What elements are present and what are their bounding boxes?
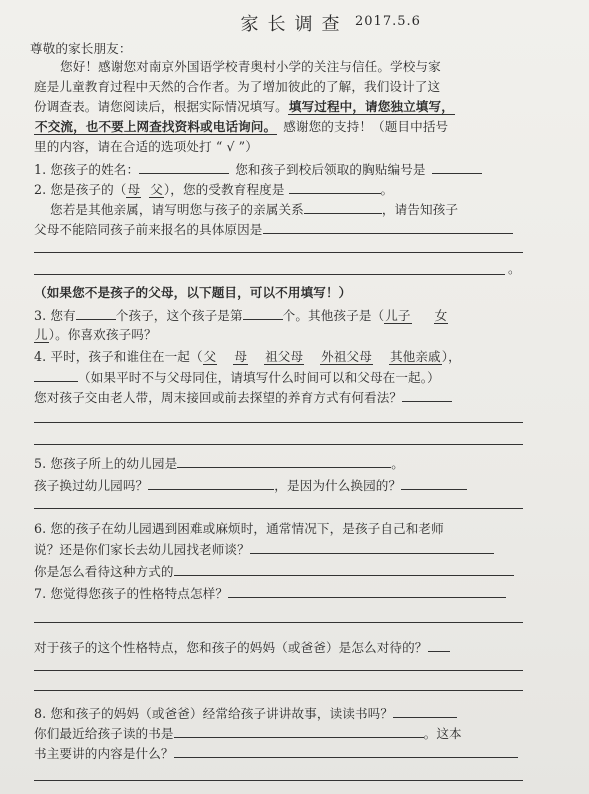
book-title-field[interactable]: [174, 724, 424, 738]
q2-relation-label: 您若是其他亲属，请写明您与孩子的亲属关系: [50, 202, 304, 217]
education-field[interactable]: [289, 180, 381, 194]
q4-line-2: [34, 368, 440, 386]
q8-line-1: [34, 704, 457, 722]
q4-label: 4. 平时，孩子和谁住在一起（: [34, 349, 203, 364]
q6-line-3: [34, 562, 514, 580]
q5-change-label: 孩子换过幼儿园吗？: [34, 478, 149, 493]
q4: [34, 348, 461, 365]
q8-line-3: [34, 744, 518, 762]
answer-line[interactable]: [34, 622, 523, 623]
page-title: 家长调查: [240, 14, 349, 35]
option-father[interactable]: 父: [150, 182, 163, 197]
intro-line-4: [34, 118, 448, 135]
option-other-relatives[interactable]: 其他亲戚: [389, 349, 441, 364]
option-daughter-cont[interactable]: 儿: [35, 327, 48, 342]
answer-line[interactable]: [34, 444, 523, 445]
q3-others-label: 个。其他孩子是（: [282, 308, 385, 323]
option-daughter[interactable]: 女: [434, 308, 448, 323]
greeting: 尊敬的家长朋友：: [30, 41, 132, 56]
answer-line[interactable]: [34, 690, 523, 691]
q4-opinion-label: 您对孩子交由老人带，周末接回或前去探望的养育方式有何看法？: [34, 390, 403, 405]
q4-end: ），: [441, 349, 461, 364]
q7-question: 7. 您觉得您孩子的性格特点怎样？: [34, 586, 229, 601]
q1: [34, 160, 482, 178]
intro-thanks: 感谢您的支持！（题目中括号: [283, 119, 449, 134]
intro-line-1: 您好！感谢您对南京外国语学校青奥村小学的关注与信任。学校与家: [60, 59, 441, 74]
q3-order-label: 个孩子，这个孩子是第: [115, 308, 243, 323]
child-count-field[interactable]: [76, 306, 116, 320]
answer-line[interactable]: [34, 508, 523, 509]
option-father[interactable]: 父: [203, 349, 217, 364]
book-content-field[interactable]: [174, 744, 518, 758]
q4-note: （如果平时不与父母同住，请填写什么时间可以和父母在一起。）: [78, 370, 440, 385]
q7-handling-label: 对于孩子的这个性格特点，您和孩子的妈妈（或爸爸）是怎么对待的？: [34, 640, 428, 655]
q2-reason-text: 父母不能陪同孩子前来报名的具体原因是: [34, 222, 263, 237]
handling-field[interactable]: [428, 638, 450, 652]
answer-line[interactable]: [34, 422, 523, 423]
q8-book-label: 你们最近给孩子读的书是: [34, 726, 174, 741]
change-field[interactable]: [148, 476, 274, 490]
option-son[interactable]: 儿子: [385, 308, 411, 323]
q5-label: 5. 您孩子所上的幼儿园是: [34, 456, 178, 471]
q2-line-2: [50, 200, 458, 218]
opinion-field[interactable]: [402, 388, 452, 402]
answer-line[interactable]: [34, 274, 505, 275]
q8-content-label: 书主要讲的内容是什么？: [34, 746, 174, 761]
intro-emphasis-1: 填写过程中，请您独立填写，: [288, 99, 454, 114]
answer-line[interactable]: [34, 670, 523, 671]
q2-period: 。: [380, 182, 394, 197]
kindergarten-field[interactable]: [177, 454, 391, 468]
intro-line-3: [34, 98, 455, 115]
q4-line-3: [34, 388, 452, 406]
q6-view-field[interactable]: [174, 562, 514, 576]
q5-line-2: [34, 476, 467, 494]
storytelling-field[interactable]: [393, 704, 457, 718]
parent-time-field[interactable]: [34, 368, 78, 382]
q2-reason-label: ，请告知孩子: [381, 202, 459, 217]
q2-label: 2. 您是孩子的（: [34, 182, 127, 197]
q6-question: 说？还是你们家长去幼儿园找老师谈？: [34, 542, 250, 557]
q6-line-1: 6. 您的孩子在幼儿园遇到困难或麻烦时，通常情况下，是孩子自己和老师: [34, 521, 444, 536]
parent-only-note: （如果您不是孩子的父母，以下题目，可以不用填写！）: [34, 285, 352, 300]
q2-end-period: 。: [508, 261, 521, 276]
intro-emphasis-2: 不交流，也不要上网查找资料或电话询问。: [35, 119, 277, 134]
q3-line-2: [34, 326, 157, 343]
q6-line-2: [34, 540, 494, 558]
q8-book-end: 。这本: [423, 726, 462, 741]
q1-badge-label: 您和孩子到校后领取的胸贴编号是: [235, 162, 426, 177]
q3: [34, 306, 448, 324]
personality-field[interactable]: [228, 584, 506, 598]
option-mother[interactable]: 母: [234, 349, 248, 364]
q1-name-label: 1. 您孩子的姓名：: [34, 162, 140, 177]
q5: [34, 454, 404, 472]
badge-number-field[interactable]: [432, 160, 482, 174]
q7-line-2: [34, 638, 450, 656]
q2-education-label: ），您的受教育程度是: [163, 182, 285, 197]
option-mother[interactable]: 母: [127, 182, 141, 197]
q3-label: 3. 您有: [34, 308, 76, 323]
q8-question: 8. 您和孩子的妈妈（或爸爸）经常给孩子讲讲故事，读读书吗？: [34, 706, 394, 721]
q5-period: 。: [391, 456, 404, 471]
q6-view-label: 你是怎么看待这种方式的: [34, 564, 174, 579]
intro-line-2: 庭是儿童教育过程中天然的合作者。为了增加彼此的了解，我们设计了这: [34, 79, 441, 94]
reason-field[interactable]: [263, 220, 513, 234]
q5-why-label: ，是因为什么换园的？: [274, 478, 402, 493]
why-field[interactable]: [401, 476, 467, 490]
option-grandparents[interactable]: 祖父母: [265, 349, 304, 364]
option-maternal-grandparents[interactable]: 外祖父母: [321, 349, 372, 364]
answer-line[interactable]: [34, 252, 523, 253]
child-order-field[interactable]: [243, 306, 283, 320]
intro-line-5: 里的内容，请在合适的选项处打 “ √ ”）: [34, 139, 258, 154]
intro-line-3-text: 份调查表。请您阅读后，根据实际情况填写。: [34, 99, 288, 114]
answer-line[interactable]: [34, 780, 523, 781]
q7-line-1: [34, 584, 506, 602]
q2: [34, 180, 393, 198]
q8-line-2: [34, 724, 462, 742]
q6-answer-field[interactable]: [250, 540, 494, 554]
relation-field[interactable]: [304, 200, 382, 214]
q2-line-3: [34, 220, 513, 238]
q3-like-label: ）。你喜欢孩子吗？: [48, 327, 157, 342]
survey-date: 2017.5.6: [355, 14, 421, 29]
child-name-field[interactable]: [139, 160, 229, 174]
